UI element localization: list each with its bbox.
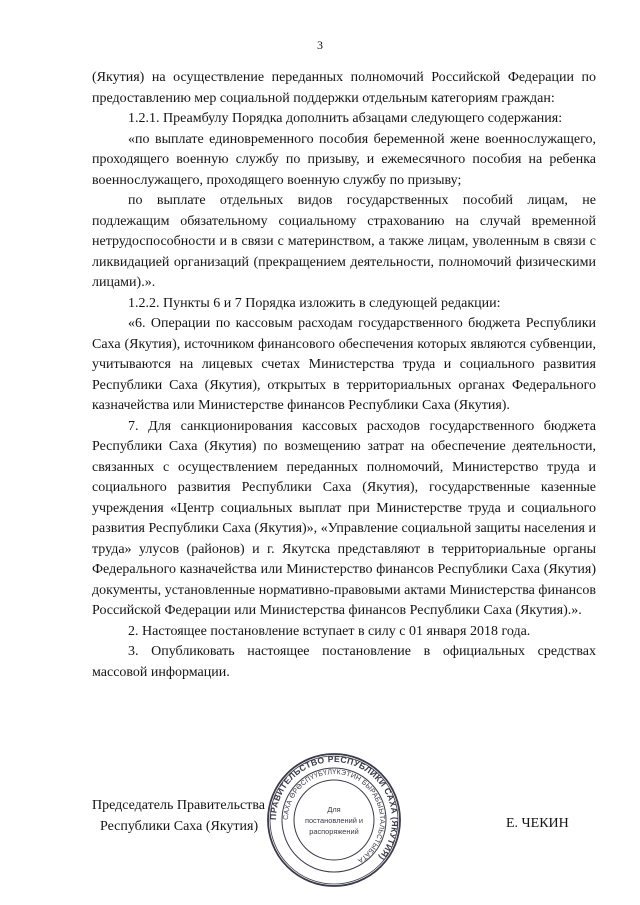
- paragraph-item-6: «6. Операции по кассовым расходам государственного бюджета Республики Саха (Якутия), источником финансового обеспечения которых являются субвенции, учитываются на лицевых счетах Министерства труда и социального развития Республики Саха (Якутия), открытых в территориальных органах Федерального казначейства или Министерстве финансов Республики Саха (Якутия).: [92, 316, 596, 413]
- signatory-name: Е. ЧЕКИН: [506, 816, 569, 831]
- paragraph-quote-state-benefits: по выплате отдельных видов государственных пособий лицам, не подлежащим обязательному социальному страхованию на случай временной нетрудоспособности и в связи с материнством, а также лицам, уволенным в связи с ликвидацией организаций (прекращением деятельности, полномочий физическими лицами).».: [92, 193, 596, 290]
- stamp-center-line2: постановлений и: [304, 816, 364, 825]
- official-seal-stamp: [266, 752, 402, 888]
- signatory-title: [92, 796, 265, 837]
- stamp-center: [305, 805, 363, 836]
- stamp-outer-text: ПРАВИТЕЛЬСТВО РЕСПУБЛИКИ САХА (ЯКУТИЯ): [267, 753, 401, 863]
- stamp-center-line3: распоряжений: [309, 827, 359, 836]
- paragraph-2-effective-date: 2. Настоящее постановление вступает в силу с 01 января 2018 года.: [128, 623, 531, 639]
- paragraph-1-2-1: 1.2.1. Преамбулу Порядка дополнить абзацами следующего содержания:: [128, 111, 563, 126]
- signatory-title-line1: Председатель Правительства: [92, 798, 265, 813]
- paragraph-quote-pregnant-wife: «по выплате единовременного пособия беременной жене военнослужащего, проходящего военную службу по призыву, и ежемесячного пособия на ребенка военнослужащего, проходящего военную службу по призыву;: [92, 131, 596, 188]
- paragraph-item-7: 7. Для санкционирования кассовых расходов государственного бюджета Республики Саха (Якутия) по возмещению затрат на обеспечение деятельности, связанных с осуществлением переданных полномочий, Министерство труда и социального развития Республики Саха (Якутия), государственные казенные учреждения «Центр социальных выплат при Министерстве труда и социального развития Республики Саха (Якутия)», «Управление социальной защиты населения и труда» улусов (районов) и г. Якутска представляют в территориальные органы Федерального казначейства или Министерство финансов Республики Саха (Якутия) документы, установленные нормативно-правовыми актами Министерства финансов Российской Федерации или Министерства финансов Республики Саха (Якутия).».: [92, 418, 596, 618]
- stamp-center-line1: Для: [327, 805, 341, 814]
- page-number: 3: [317, 38, 323, 52]
- paragraph-1-2-2: 1.2.2. Пункты 6 и 7 Порядка изложить в следующей редакции:: [128, 295, 501, 311]
- stamp-inner-text: САХА ӨРӨСПҮҮБҮЛҮКЭТИН БЫРАБЫЫТАЛЬСТЫБАТА: [282, 768, 386, 864]
- signatory-title-line2: Республики Саха (Якутия): [100, 818, 259, 834]
- paragraph-3-publish: 3. Опубликовать настоящее постановление в официальных средствах массовой информации.: [92, 644, 596, 680]
- paragraph-continuation: (Якутия) на осуществление переданных полномочий Российской Федерации по предоставлению мер социальной поддержки отдельным категориям граждан:: [92, 70, 596, 106]
- document-body: [92, 68, 596, 683]
